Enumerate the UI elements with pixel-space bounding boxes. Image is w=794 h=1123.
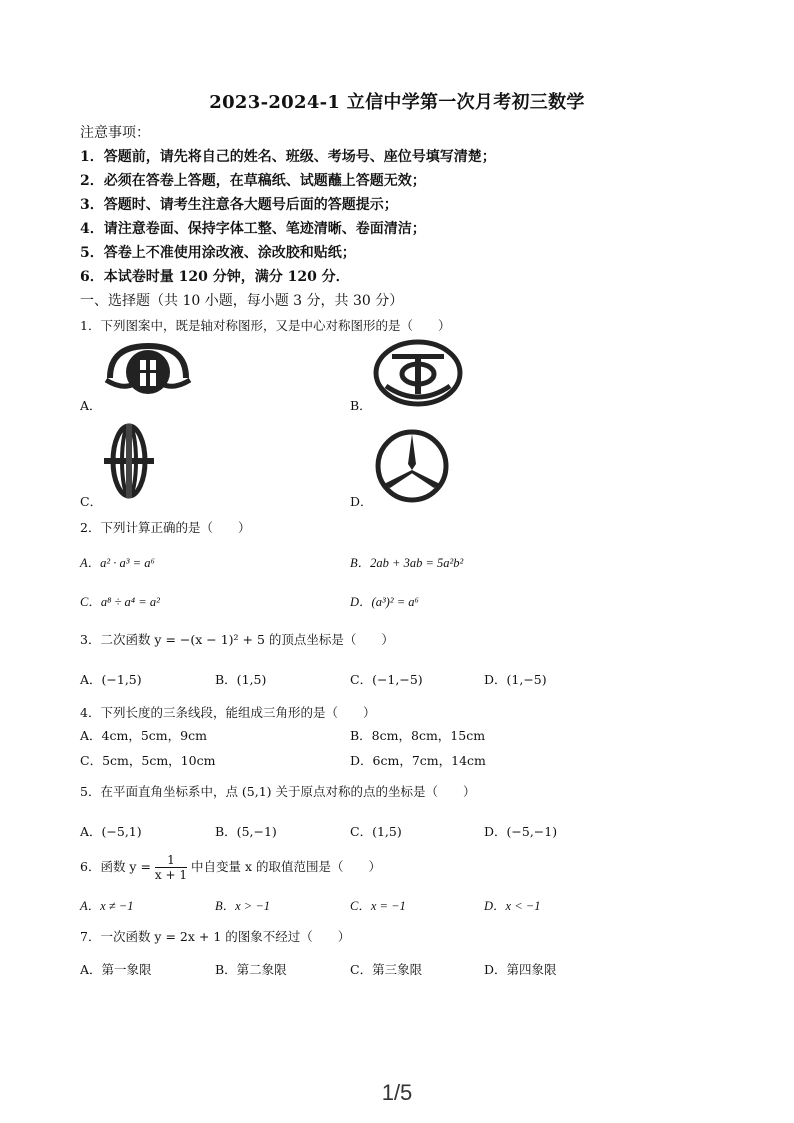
emblem-b-icon — [372, 338, 464, 412]
question-3-stem: 3．二次函数 y = −(x − 1)² + 5 的顶点坐标是（ ） — [80, 632, 394, 647]
q3-option-d: D．(1,−5) — [484, 672, 547, 687]
q7-option-c: C．第三象限 — [350, 962, 423, 977]
q3-option-c: C．(−1,−5) — [350, 672, 423, 687]
q5-option-d: D．(−5,−1) — [484, 824, 558, 839]
q1-label-b: B． — [350, 398, 372, 413]
q1-label-c: C． — [80, 494, 103, 509]
question-1-stem: 1．下列图案中，既是轴对称图形，又是中心对称图形的是（ ） — [80, 318, 451, 333]
emblem-d-icon — [374, 428, 450, 508]
note-item: 5．答卷上不准使用涂改液、涂改胶和贴纸； — [80, 245, 356, 261]
q5-option-b: B．(5,−1) — [215, 824, 277, 839]
q6-option-a: A．x ≠ −1 — [80, 899, 134, 913]
q5-option-c: C．(1,5) — [350, 824, 402, 839]
q6-option-b: B．x > −1 — [215, 899, 271, 913]
exam-title: 2023-2024-1 立信中学第一次月考初三数学 — [209, 92, 585, 113]
q2-option-c: C．a⁸ ÷ a⁴ = a² — [80, 595, 160, 609]
q6-option-c: C．x = −1 — [350, 899, 406, 913]
q5-option-a: A．(−5,1) — [80, 824, 142, 839]
q6-fraction-numerator: 1 — [155, 853, 187, 868]
q4-option-b: B．8cm，8cm，15cm — [350, 728, 486, 743]
q1-label-d: D． — [350, 494, 373, 509]
question-4-stem: 4．下列长度的三条线段，能组成三角形的是（ ） — [80, 705, 376, 720]
q7-option-d: D．第四象限 — [484, 962, 557, 977]
note-item: 2．必须在答卷上答题，在草稿纸、试题蘸上答题无效； — [80, 173, 426, 189]
question-6-stem — [80, 853, 381, 882]
note-item: 6．本试卷时量 120 分钟，满分 120 分． — [80, 269, 350, 285]
q6-stem-prefix: 6．函数 y = — [80, 859, 151, 874]
note-item: 3．答题时、请考生注意各大题号后面的答题提示； — [80, 197, 398, 213]
q7-option-a: A．第一象限 — [80, 962, 152, 977]
emblem-a-icon — [102, 340, 194, 406]
q6-option-d: D．x < −1 — [484, 899, 541, 913]
note-item: 1．答题前，请先将自己的姓名、班级、考场号、座位号填写清楚； — [80, 149, 496, 165]
q6-fraction-denominator: x + 1 — [154, 868, 188, 882]
note-item: 4．请注意卷面、保持字体工整、笔迹清晰、卷面清洁； — [80, 221, 426, 237]
q2-option-d: D．(a³)² = a⁶ — [350, 595, 419, 609]
q4-option-c: C．5cm，5cm，10cm — [80, 753, 216, 768]
q2-option-a: A．a² · a³ = a⁶ — [80, 556, 155, 570]
q7-option-b: B．第二象限 — [215, 962, 287, 977]
q6-fraction — [155, 853, 187, 882]
notes-heading: 注意事项： — [80, 125, 150, 141]
q1-label-a: A． — [80, 398, 102, 413]
q6-stem-suffix: 中自变量 x 的取值范围是（ ） — [191, 859, 381, 874]
q4-option-a: A．4cm，5cm，9cm — [80, 728, 207, 743]
q3-option-a: A．(−1,5) — [80, 672, 142, 687]
page-number: 1/5 — [381, 1080, 413, 1105]
q4-option-d: D．6cm，7cm，14cm — [350, 753, 486, 768]
section-heading: 一、选择题（共 10 小题，每小题 3 分，共 30 分） — [80, 293, 404, 309]
q2-option-b: B．2ab + 3ab = 5a²b² — [350, 556, 464, 570]
q3-option-b: B．(1,5) — [215, 672, 267, 687]
question-7-stem: 7．一次函数 y = 2x + 1 的图象不经过（ ） — [80, 929, 351, 944]
emblem-c-icon — [102, 422, 156, 504]
question-2-stem: 2．下列计算正确的是（ ） — [80, 520, 251, 535]
question-5-stem: 5．在平面直角坐标系中，点 (5,1) 关于原点对称的点的坐标是（ ） — [80, 784, 476, 799]
